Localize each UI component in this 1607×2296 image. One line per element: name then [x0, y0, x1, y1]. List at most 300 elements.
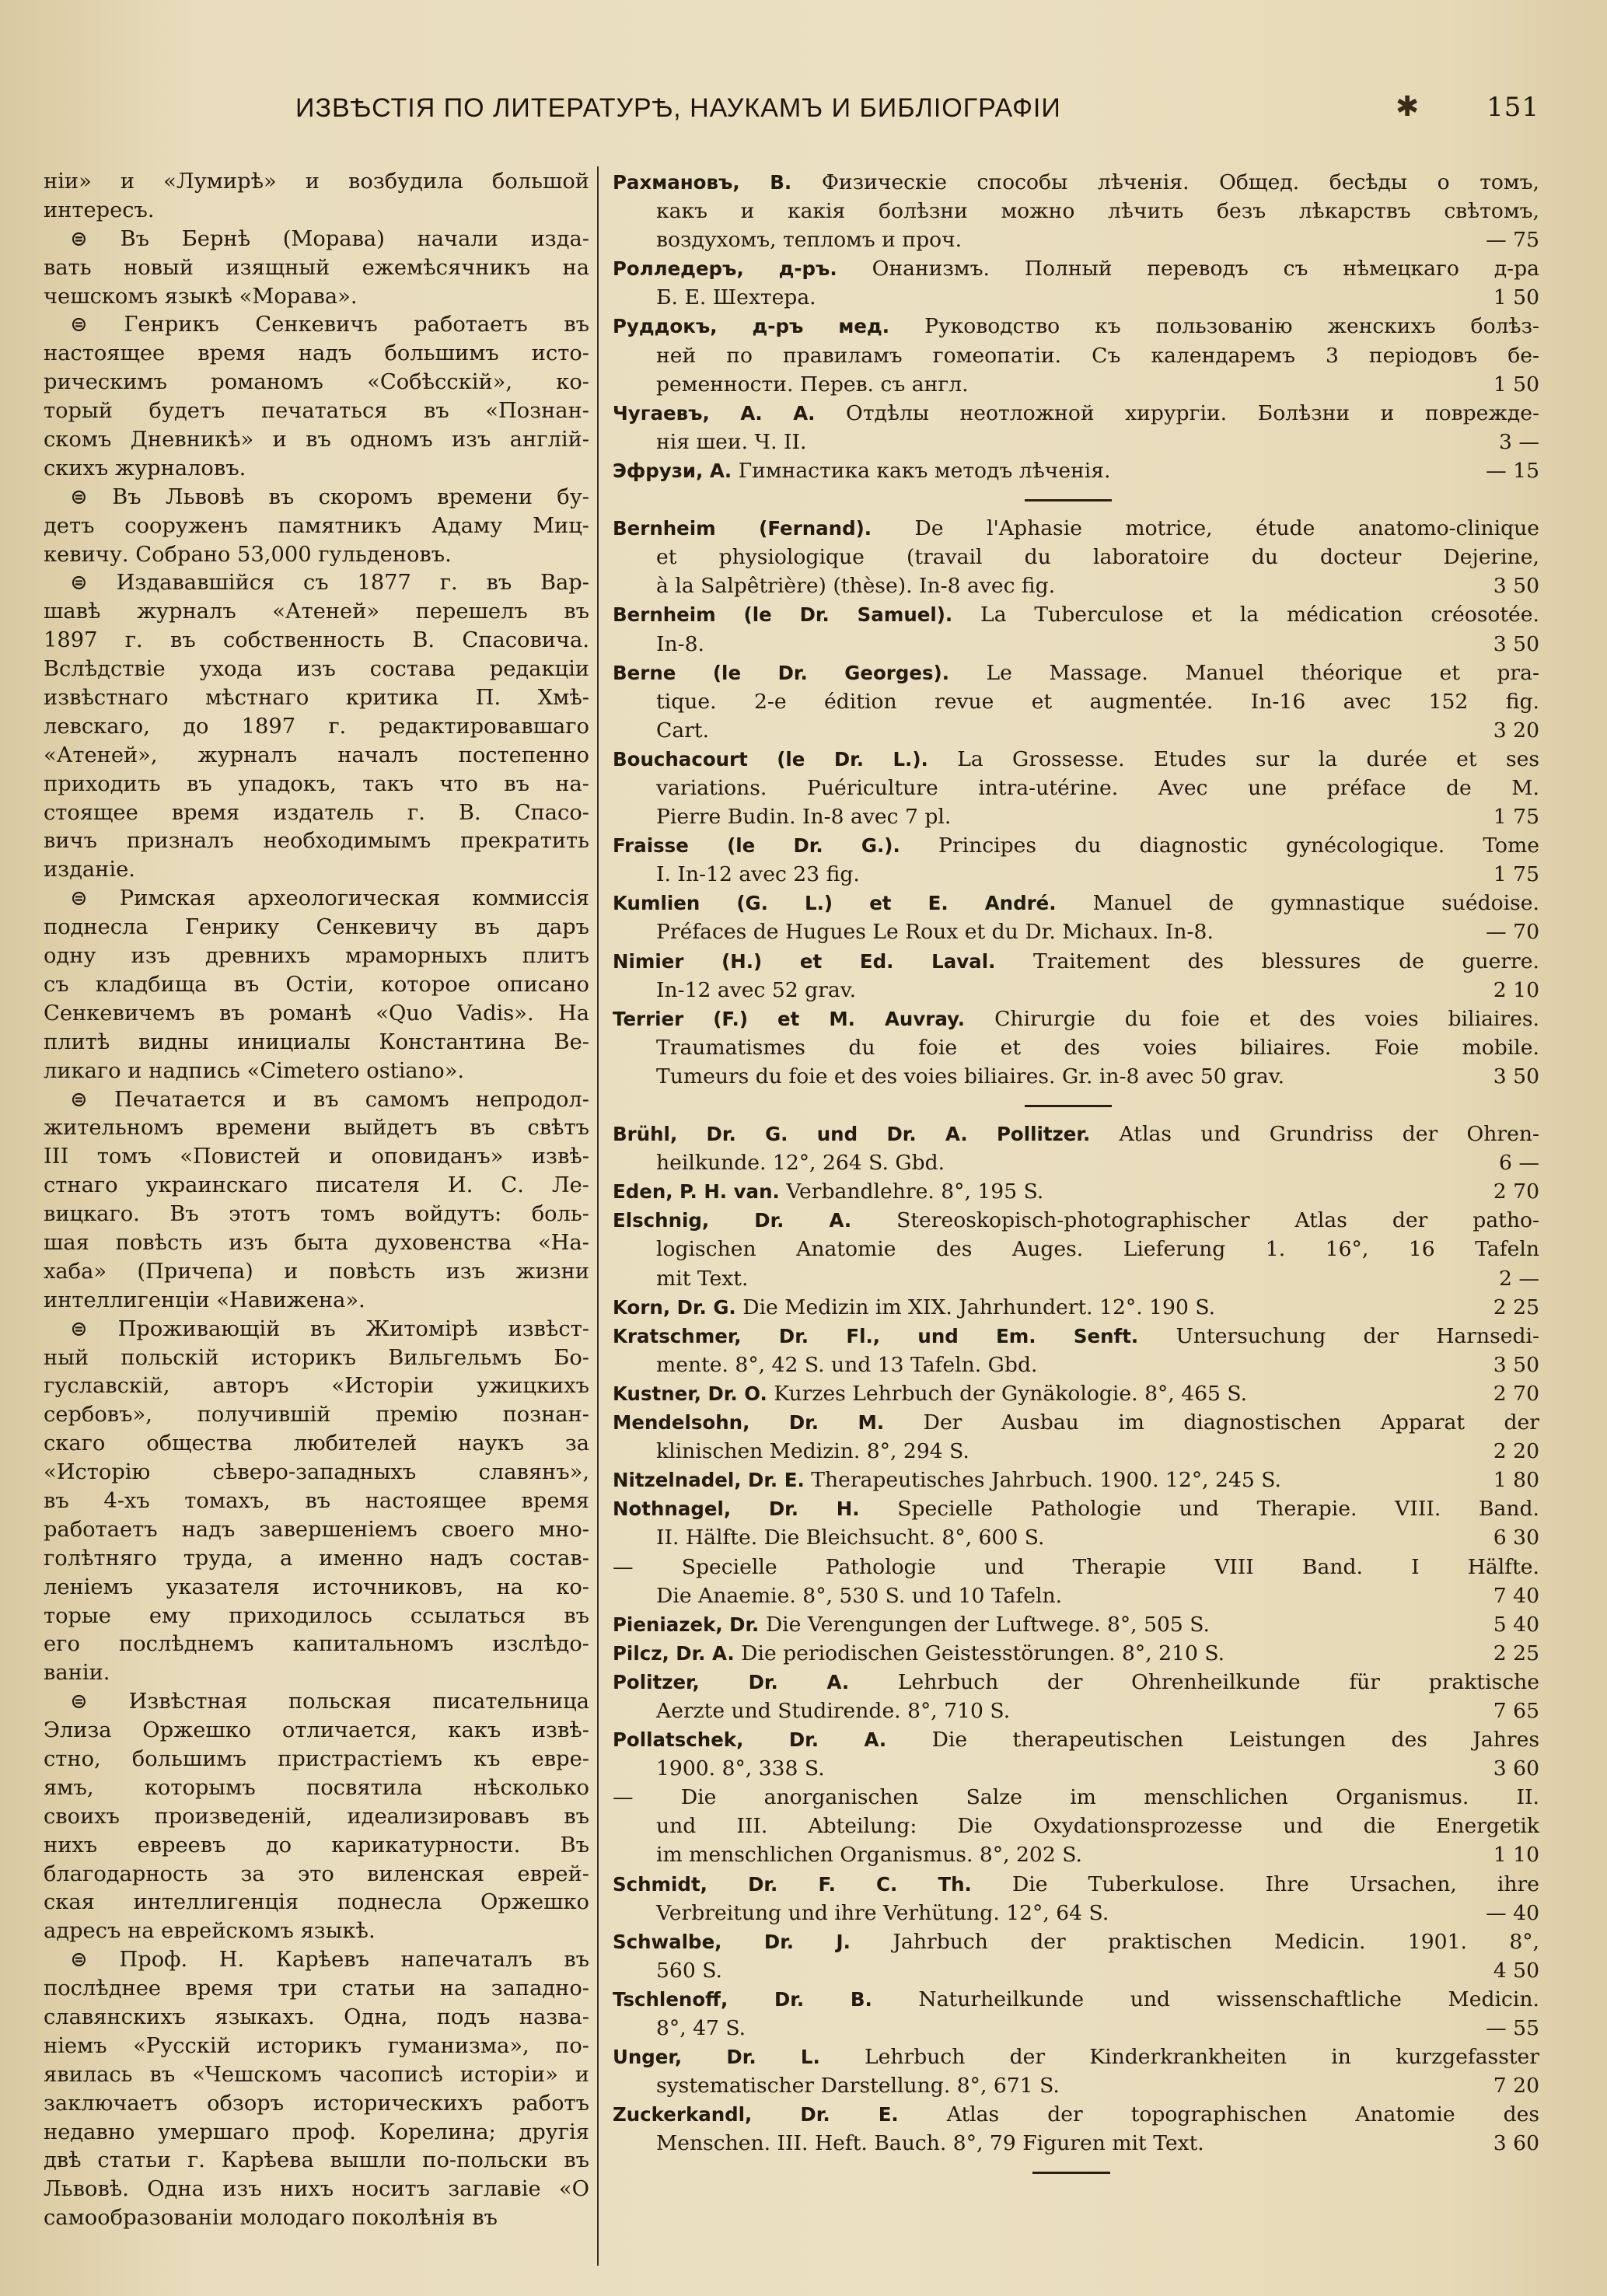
entry-author: Terrier (F.) et M. Auvray. [613, 1007, 966, 1030]
entry-price: 1 75 [1493, 862, 1539, 887]
news-line: настоящее время надъ большимъ исто- [44, 341, 589, 366]
news-line: ⊜ Извѣстная польская писательница [70, 1690, 589, 1714]
entry-line [613, 1264, 1539, 1293]
bibliography-entry [613, 1927, 1539, 1985]
entry-author: Unger, Dr. L. [613, 2046, 820, 2069]
entry-price: 7 65 [1493, 1698, 1539, 1723]
entry-price: 3 50 [1493, 631, 1539, 656]
entry-line [613, 860, 1539, 889]
entry-price: — 75 [1486, 228, 1539, 253]
entry-line [613, 1235, 1539, 1263]
news-line: работаетъ надъ завершеніемъ своего мно- [44, 1517, 589, 1542]
entry-text: какъ и какія болѣзни можно лѣчить безъ лѣкарствъ свѣтомъ, [656, 199, 1539, 224]
news-line: хаба» (Причепа) и повѣсть изъ жизни [44, 1259, 589, 1284]
bibliography-entry [613, 1494, 1539, 1552]
entry-price: 4 50 [1493, 1958, 1539, 1983]
entry-text: Verbandlehre. 8°, 195 S. [786, 1179, 1044, 1204]
news-line: шавѣ журналъ «Атеней» перешелъ въ [44, 599, 589, 624]
entry-line [613, 1668, 1539, 1697]
news-line: скомъ Дневникѣ» и въ одномъ изъ англій- [44, 428, 589, 453]
bibliography-entry [613, 1379, 1539, 1408]
news-line: двѣ статьи г. Карѣева вышли по-польски въ [44, 2148, 589, 2173]
entry-line [613, 1206, 1539, 1235]
entry-line [613, 370, 1539, 399]
entry-author: Эфрузи, А. [613, 459, 732, 482]
entry-author: Ролледеръ, д-ръ. [613, 257, 837, 281]
news-line: явилась въ «Чешскомъ часописѣ исторіи» и [44, 2062, 589, 2087]
entry-text: ней по правиламъ гомеопатіи. Съ календаремъ 3 періодовъ бе- [656, 343, 1539, 368]
bibliography-entry [613, 456, 1539, 485]
entry-line [613, 1553, 1539, 1581]
entry-line [613, 1812, 1539, 1840]
entry-text: Die Verengungen der Luftwege. 8°, 505 S. [765, 1612, 1210, 1637]
entry-line [613, 1322, 1539, 1351]
news-line: стнаго украинскаго писателя И. С. Ле- [44, 1173, 589, 1198]
entry-text: Cart. [656, 718, 710, 743]
entry-text: Manuel de gymnastique suédoise. [1092, 891, 1540, 916]
entry-line [613, 283, 1539, 312]
bibliography-entry [613, 1293, 1539, 1322]
entry-author: Nothnagel, Dr. H. [613, 1497, 860, 1521]
entry-line [613, 1581, 1539, 1610]
news-line: ⊜ Генрикъ Сенкевичъ работаетъ въ [70, 313, 589, 337]
entry-price: 1 50 [1493, 372, 1539, 397]
entry-line [613, 1639, 1539, 1668]
entry-author: Рахмановъ, В. [613, 171, 792, 194]
entry-author: Fraisse (le Dr. G.). [613, 834, 900, 858]
entry-line [613, 225, 1539, 254]
entry-line [613, 1033, 1539, 1062]
entry-price: 6 — [1499, 1151, 1539, 1176]
entry-text: tique. 2-e édition revue et augmentée. In-16 avec 152 fig. [656, 689, 1539, 714]
news-line: извѣстнаго мѣстнаго критика П. Хмѣ- [44, 686, 589, 711]
entry-author: Schwalbe, Dr. J. [613, 1930, 851, 1953]
entry-text: Stereoskopisch-photographischer Atlas der patho- [896, 1208, 1539, 1233]
news-column [44, 168, 589, 2233]
entry-author: Руддокъ, д-ръ мед. [613, 315, 890, 338]
news-line: детъ сооруженъ памятникъ Адаму Миц- [44, 513, 589, 538]
entry-line [613, 1177, 1539, 1206]
news-line: торый будетъ печататься въ «Познан- [44, 399, 589, 424]
news-line: стоящее время издатель г. В. Спасо- [44, 800, 589, 825]
entry-text: heilkunde. 12°, 264 S. Gbd. [656, 1151, 945, 1176]
bibliography-entry [613, 1120, 1539, 1177]
news-line: ⊜ Печатается и въ самомъ непродол- [70, 1087, 589, 1112]
entry-price: 2 20 [1493, 1439, 1539, 1464]
news-line: скихъ журналовъ. [44, 456, 246, 481]
bibliography-entry [613, 1553, 1539, 1610]
news-line: съ кладбища въ Остіи, которое описано [44, 972, 589, 997]
entry-text: Specielle Pathologie und Therapie. VIII. Band. [897, 1497, 1539, 1522]
entry-text: Отдѣлы неотложной хирургіи. Болѣзни и поврежде- [846, 400, 1539, 425]
bibliography-column [613, 168, 1539, 2187]
entry-author: Nitzelnadel, Dr. E. [613, 1469, 805, 1492]
entry-text: und III. Abteilung: Die Oxydationsprozesse und die Energetik [656, 1814, 1539, 1839]
entry-price: 2 25 [1493, 1295, 1539, 1319]
entry-text: im menschlichen Organismus. 8°, 202 S. [656, 1843, 1082, 1868]
news-line: ⊜ Проф. Н. Карѣевъ напечаталъ въ [70, 1948, 589, 1973]
entry-price: 2 70 [1493, 1179, 1539, 1204]
bibliography-entry [613, 1610, 1539, 1639]
entry-price: 3 50 [1493, 1352, 1539, 1377]
news-line: своихъ произведеній, идеализировавъ въ [44, 1804, 589, 1829]
entry-text: Menschen. III. Heft. Bauch. 8°, 79 Figuren mit Text. [656, 2131, 1204, 2156]
news-line: чешскомъ языкѣ «Морава». [44, 284, 358, 309]
entry-text: Руководство къ пользованію женскихъ болѣз- [924, 314, 1539, 339]
entry-line [613, 2043, 1539, 2071]
entry-author: Bernheim (Fernand). [613, 517, 872, 540]
entry-line [613, 1899, 1539, 1927]
entry-text: klinischen Medizin. 8°, 294 S. [656, 1439, 969, 1464]
bibliography-entry [613, 1725, 1539, 1783]
entry-text: Traitement des blessures de guerre. [1033, 949, 1539, 973]
news-line: ніемъ «Русскій историкъ гуманизма», по- [44, 2033, 589, 2058]
entry-price: — 70 [1486, 920, 1539, 945]
entry-line [613, 571, 1539, 600]
entry-line [613, 1148, 1539, 1177]
entry-text: Физическіе способы лѣченія. Общед. бесѣды о томъ, [821, 170, 1539, 194]
entry-price: 3 60 [1493, 1756, 1539, 1781]
entry-text: воздухомъ, тепломъ и проч. [656, 228, 962, 253]
news-line: интересъ. [44, 197, 155, 222]
entry-line [613, 1840, 1539, 1869]
news-line: скаго общества любителей наукъ за [44, 1431, 589, 1456]
entry-text: 8°, 47 S. [656, 2016, 746, 2040]
entry-author: Pilcz, Dr. A. [613, 1641, 735, 1665]
news-line: кевичу. Собрано 53,000 гульденовъ. [44, 542, 452, 567]
entry-author: Tschlenoff, Dr. B. [613, 1987, 872, 2011]
running-header [295, 87, 1539, 134]
news-line: его послѣднемъ капитальномъ изслѣдо- [44, 1632, 589, 1657]
bibliography-entry [613, 1466, 1539, 1494]
news-line: поднесла Генрику Сенкевичу въ даръ [44, 915, 589, 940]
entry-line [613, 312, 1539, 341]
entry-text: systematischer Darstellung. 8°, 671 S. [656, 2074, 1060, 2099]
entry-text: Б. Е. Шехтера. [656, 285, 816, 310]
entry-text: Verbreitung und ihre Verhütung. 12°, 64 S. [656, 1900, 1109, 1925]
entry-line [613, 254, 1539, 283]
entry-line [613, 2014, 1539, 2043]
entry-price: 3 50 [1493, 574, 1539, 599]
bibliography-entry [613, 399, 1539, 456]
news-line: вицкаго. Въ этотъ томъ войдутъ: боль- [44, 1202, 589, 1227]
entry-text: — Specielle Pathologie und Therapie VIII Band. I Hälfte. [613, 1554, 1539, 1579]
entry-line [613, 2129, 1539, 2158]
entry-line [613, 1610, 1539, 1639]
news-line: сербовъ», получившій премію познан- [44, 1403, 589, 1428]
entry-text: II. Hälfte. Die Bleichsucht. 8°, 600 S. [656, 1525, 1045, 1550]
entry-author: Bouchacourt (le Dr. L.). [613, 747, 928, 771]
news-line: ⊜ Въ Бернѣ (Морава) начали изда- [70, 226, 589, 251]
entry-line [613, 1005, 1539, 1033]
entry-line [613, 543, 1539, 571]
entry-text: variations. Puériculture intra-utérine. Avec une préface de M. [656, 775, 1539, 800]
entry-text: Aerzte und Studirende. 8°, 710 S. [656, 1698, 1011, 1723]
entry-price: 1 50 [1493, 285, 1539, 310]
entry-line [613, 774, 1539, 802]
entry-price: 2 — [1499, 1266, 1539, 1291]
entry-line [613, 1379, 1539, 1408]
entry-line [613, 1870, 1539, 1899]
entry-price: 7 20 [1493, 2074, 1539, 2099]
entry-line [613, 428, 1539, 456]
entry-text: Atlas und Grundriss der Ohren- [1119, 1122, 1539, 1147]
entry-text: Pierre Budin. In-8 avec 7 pl. [656, 805, 952, 830]
news-line: ямъ, которымъ посвятила нѣсколько [44, 1775, 589, 1800]
entry-line [613, 1408, 1539, 1437]
section-separator [613, 485, 1539, 514]
entry-line [613, 168, 1539, 197]
entry-line [613, 745, 1539, 774]
entry-author: Bernheim (le Dr. Samuel). [613, 603, 953, 627]
news-line: славянскихъ языкахъ. Одна, подъ назва- [44, 2005, 589, 2029]
entry-price: 3 50 [1493, 1064, 1539, 1089]
entry-price: 5 40 [1493, 1612, 1539, 1637]
entry-author: Kustner, Dr. O. [613, 1382, 767, 1405]
news-line: ликаго и надпись «Cimetero ostiano». [44, 1058, 465, 1083]
entry-text: 560 S. [656, 1958, 722, 1983]
bibliography-entry [613, 600, 1539, 658]
section-separator [613, 1091, 1539, 1120]
news-line: леніемъ указателя источниковъ, на ко- [44, 1574, 589, 1599]
ink-blot-icon: ✱ [1396, 90, 1420, 122]
bibliography-entry [613, 1177, 1539, 1206]
entry-text: De l'Aphasie motrice, étude anatomo-clinique [914, 516, 1539, 541]
entry-line [613, 1523, 1539, 1552]
news-line: Элиза Оржешко отличается, какъ извѣ- [44, 1718, 589, 1743]
news-line: изданіе. [44, 858, 135, 882]
entry-price: — 15 [1486, 458, 1539, 483]
news-line: III томъ «Повистей и оповиданъ» извѣ- [44, 1145, 589, 1169]
bibliography-entry [613, 168, 1539, 254]
entry-text: mit Text. [656, 1266, 749, 1291]
bibliography-entry [613, 254, 1539, 312]
news-line: ніи» и «Лумирѣ» и возбудила большой [44, 169, 589, 194]
page-number: 151 [1486, 92, 1539, 123]
entry-text: Untersuchung der Harnsedi- [1176, 1323, 1539, 1348]
entry-author: Brühl, Dr. G. und Dr. A. Pollitzer. [613, 1123, 1091, 1146]
entry-text: Préfaces de Hugues Le Roux et du Dr. Michaux. In-8. [656, 920, 1214, 945]
entry-line [613, 1725, 1539, 1754]
news-line: шая повѣсть изъ быта духовенства «На- [44, 1230, 589, 1255]
entry-author: Kratschmer, Dr. Fl., und Em. Senft. [613, 1324, 1139, 1347]
entry-price: 2 10 [1493, 977, 1539, 1002]
bibliography-entry [613, 514, 1539, 600]
bibliography-entry [613, 1985, 1539, 2043]
news-line: «Атеней», журналъ началъ постепенно [44, 743, 589, 767]
news-line: торые ему приходилось ссылаться въ [44, 1603, 589, 1628]
entry-line [613, 917, 1539, 946]
news-line: жительномъ времени выйдетъ въ свѣтъ [44, 1116, 589, 1141]
entry-price: — 55 [1486, 2016, 1539, 2040]
entry-line [613, 341, 1539, 370]
entry-line [613, 1437, 1539, 1466]
entry-text: La Grossesse. Etudes sur la durée et ses [957, 746, 1539, 771]
entry-author: Korn, Dr. G. [613, 1295, 736, 1319]
entry-text: 1900. 8°, 338 S. [656, 1756, 825, 1781]
entry-line [613, 197, 1539, 225]
entry-author: Elschnig, Dr. A. [613, 1209, 852, 1232]
entry-text: et physiologique (travail du laboratoire du docteur Dejerine, [656, 545, 1539, 570]
entry-text: mente. 8°, 42 S. und 13 Tafeln. Gbd. [656, 1352, 1038, 1377]
bibliography-entry [613, 659, 1539, 745]
bibliography-entry [613, 831, 1539, 889]
entry-price: 2 25 [1493, 1641, 1539, 1665]
news-line: ваніи. [44, 1661, 110, 1686]
news-line: ⊜ Въ Львовѣ въ скоромъ времени бу- [70, 484, 589, 509]
bibliography-entry [613, 1322, 1539, 1379]
entry-author: Pieniazek, Dr. [613, 1613, 760, 1636]
news-line: 1897 г. въ собственность В. Спасовича. [44, 628, 589, 653]
news-line: Вслѣдствіе ухода изъ состава редакціи [44, 657, 589, 682]
entry-text: In-8. [656, 631, 704, 656]
entry-text: Atlas der topographischen Anatomie des [946, 2102, 1539, 2127]
bibliography-entry [613, 889, 1539, 946]
news-line: ⊜ Издававшійся съ 1877 г. въ Вар- [70, 571, 589, 596]
entry-line [613, 399, 1539, 428]
entry-line [613, 630, 1539, 659]
news-line: ская интеллигенція поднесла Оржешко [44, 1890, 589, 1915]
entry-line [613, 1783, 1539, 1812]
entry-text: logischen Anatomie des Auges. Lieferung 1. 16°, 16 Tafeln [656, 1237, 1539, 1262]
bibliography-entry [613, 312, 1539, 398]
news-line: голѣтняго труда, а именно надъ состав- [44, 1546, 589, 1571]
entry-line [613, 2100, 1539, 2129]
entry-line [613, 1754, 1539, 1783]
bibliography-entry [613, 745, 1539, 831]
entry-text: Онанизмъ. Полный переводъ съ нѣмецкаго д-ра [872, 257, 1539, 281]
entry-text: Le Massage. Manuel théorique et pra- [986, 660, 1539, 685]
news-line: интеллигенціи «Навижена». [44, 1288, 365, 1312]
entry-line [613, 889, 1539, 917]
entry-line [613, 1956, 1539, 1985]
entry-line [613, 1293, 1539, 1322]
entry-text: Kurzes Lehrbuch der Gynäkologie. 8°, 465 S. [774, 1381, 1248, 1406]
entry-price: 1 75 [1493, 805, 1539, 830]
entry-text: Traumatismes du foie et des voies biliaires. Foie mobile. [656, 1035, 1539, 1060]
news-line: ⊜ Римская археологическая коммиссія [70, 886, 589, 911]
news-line: ный польскій историкъ Вильгельмъ Бо- [44, 1345, 589, 1370]
news-line: самообразованіи молодаго поколѣнія въ [44, 2206, 498, 2231]
entry-price: 7 40 [1493, 1583, 1539, 1608]
bibliography-entry [613, 947, 1539, 1005]
entry-line [613, 716, 1539, 745]
bibliography-entry [613, 1668, 1539, 1725]
entry-line [613, 802, 1539, 831]
entry-price: 3 20 [1493, 718, 1539, 743]
entry-line [613, 687, 1539, 716]
journal-title: ИЗВѢСТІЯ ПО ЛИТЕРАТУРѢ, НАУКАМЪ И БИБЛІОГРАФІИ [295, 93, 1061, 123]
entry-text: La Tuberculose et la médication créosotée. [980, 603, 1539, 627]
column-divider [597, 166, 599, 2266]
entry-line [613, 947, 1539, 976]
news-line: благодарность за это виленская еврей- [44, 1861, 589, 1886]
entry-line [613, 976, 1539, 1005]
entry-line [613, 1466, 1539, 1494]
entry-text: Die Tuberkulose. Ihre Ursachen, ihre [1011, 1871, 1539, 1896]
news-line: нихъ евреевъ до карикатурности. Въ [44, 1833, 589, 1857]
news-line: стно, большимъ пристрастіемъ къ евре- [44, 1746, 589, 1771]
news-line: послѣднее время три статьи на западно- [44, 1976, 589, 2001]
entry-price: 6 30 [1493, 1525, 1539, 1550]
entry-line [613, 831, 1539, 860]
news-line: вичъ призналъ необходимымъ прекратить [44, 829, 589, 854]
entry-line [613, 1062, 1539, 1091]
news-line: ⊜ Проживающій въ Житомірѣ извѣст- [70, 1316, 589, 1341]
news-line: «Исторію сѣверо-западныхъ славянъ», [44, 1460, 589, 1485]
entry-text: Chirurgie du foie et des voies biliaires. [994, 1006, 1539, 1031]
entry-author: Politzer, Dr. A. [613, 1670, 850, 1693]
entry-line [613, 1927, 1539, 1956]
entry-price: 3 — [1499, 429, 1539, 454]
news-line: Сенкевичемъ въ романѣ «Quo Vadis». На [44, 1001, 589, 1026]
news-line: гуславскій, авторъ «Исторіи ужицкихъ [44, 1374, 589, 1399]
entry-author: Mendelsohn, Dr. M. [613, 1411, 885, 1435]
entry-text: Гимнастика какъ методъ лѣченія. [738, 458, 1111, 483]
entry-author: Berne (le Dr. Georges). [613, 661, 950, 684]
entry-line [613, 1351, 1539, 1379]
news-line: рическимъ романомъ «Собѣсскій», ко- [44, 370, 589, 395]
entry-price: — 40 [1486, 1900, 1539, 1925]
bibliography-entry [613, 1206, 1539, 1292]
entry-text: Der Ausbau im diagnostischen Apparat der [923, 1410, 1539, 1435]
entry-line [613, 1120, 1539, 1148]
entry-line [613, 456, 1539, 485]
entry-text: Die therapeutischen Leistungen des Jahres [931, 1728, 1539, 1753]
entry-price: 2 70 [1493, 1381, 1539, 1406]
entry-author: Zuckerkandl, Dr. E. [613, 2103, 899, 2127]
entry-text: I. In-12 avec 23 fig. [656, 862, 860, 887]
entry-text: à la Salpêtrière) (thèse). In-8 avec fig. [656, 574, 1056, 599]
entry-line [613, 600, 1539, 629]
entry-line [613, 1985, 1539, 2014]
entry-text: — Die anorganischen Salze im menschlichen Organismus. II. [613, 1785, 1539, 1810]
bibliography-entry [613, 1639, 1539, 1668]
entry-author: Pollatschek, Dr. A. [613, 1728, 887, 1752]
entry-text: ременности. Перев. съ англ. [656, 372, 969, 397]
bibliography-entry [613, 1870, 1539, 1927]
news-line: адресъ на еврейскомъ языкѣ. [44, 1919, 376, 1944]
entry-text: Die Medizin im XIX. Jahrhundert. 12°. 190 S. [742, 1295, 1216, 1319]
bibliography-entry [613, 2043, 1539, 2100]
entry-text: Lehrbuch der Kinderkrankheiten in kurzgefasster [864, 2045, 1539, 2070]
entry-text: Die periodischen Geistesstörungen. 8°, 210 S. [741, 1641, 1225, 1665]
entry-text: нія шеи. Ч. II. [656, 429, 807, 454]
bibliography-entry [613, 1783, 1539, 1869]
bibliography-entry [613, 1005, 1539, 1091]
bibliography-entry [613, 1408, 1539, 1466]
news-line: левскаго, до 1897 г. редактировавшаго [44, 714, 589, 739]
news-line: приходить въ упадокъ, такъ что въ на- [44, 771, 589, 796]
entry-text: In-12 avec 52 grav. [656, 977, 857, 1002]
entry-price: 3 60 [1493, 2131, 1539, 2156]
entry-text: Lehrbuch der Ohrenheilkunde für praktische [897, 1669, 1539, 1694]
news-line: въ 4-хъ томахъ, въ настоящее время [44, 1488, 589, 1513]
news-line: одну изъ древнихъ мраморныхъ плитъ [44, 944, 589, 969]
entry-author: Eden, P. H. van. [613, 1180, 780, 1204]
entry-author: Nimier (H.) et Ed. Laval. [613, 949, 996, 973]
entry-author: Kumlien (G. L.) et E. André. [613, 892, 1057, 915]
entry-line [613, 1697, 1539, 1725]
entry-text: Therapeutisches Jahrbuch. 1900. 12°, 245 S. [811, 1468, 1281, 1493]
bibliography-entry [613, 2100, 1539, 2158]
entry-text: Naturheilkunde und wissenschaftliche Medicin. [918, 1987, 1539, 2011]
news-line: заключаетъ обзоръ историческихъ работъ [44, 2091, 589, 2116]
entry-text: Jahrbuch der praktischen Medicin. 1901. 8°, [893, 1929, 1539, 1954]
news-line: Львовѣ. Одна изъ нихъ носитъ заглавіе «О [44, 2177, 589, 2202]
news-line: вать новый изящный ежемѣсячникъ на [44, 255, 589, 280]
entry-author: Чугаевъ, А. А. [613, 401, 816, 425]
